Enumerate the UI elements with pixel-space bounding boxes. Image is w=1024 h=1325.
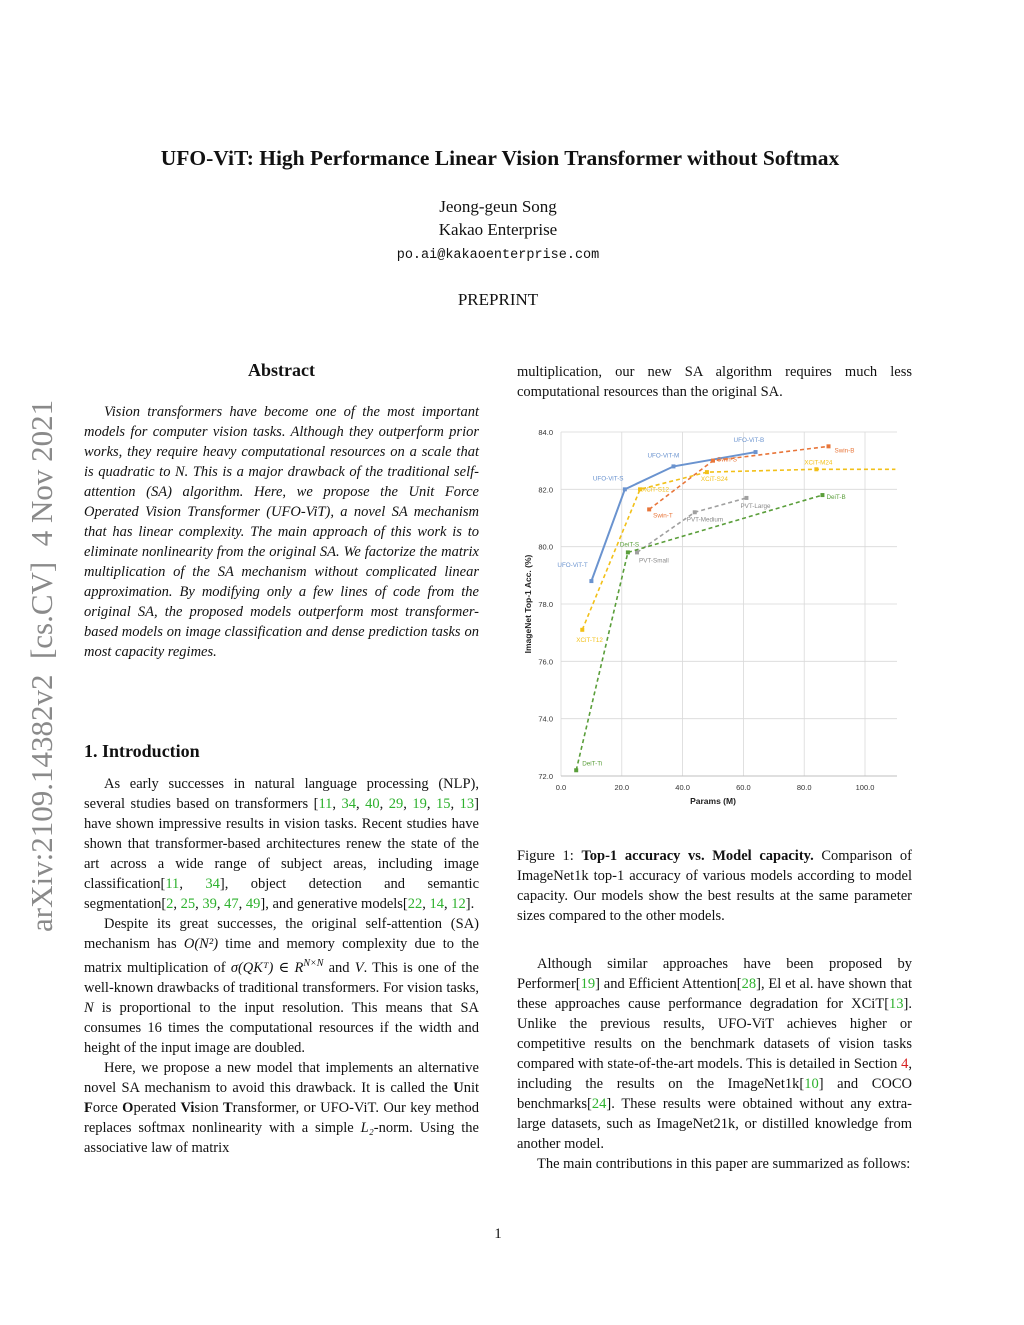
data-point — [647, 507, 651, 511]
x-tick-label: 100.0 — [855, 783, 875, 792]
citation-link[interactable]: 40 — [365, 796, 380, 812]
math-l2: L₂ — [360, 1119, 374, 1136]
right-column-body — [517, 954, 912, 1174]
data-point — [580, 628, 584, 632]
math-attention: σ(QKᵀ) ∈ R — [230, 959, 304, 976]
data-point — [827, 444, 831, 448]
right-paragraph-1: Although similar approaches have been proposed by Performer[19] and Efficient Attention[28], El et al. have shown that these approaches cause performance degradation for XCiT[13]. Unlike the previous results, UFO-ViT achieves higher or competitive results on the benchmark datasets of vision tasks compared with state-of-the-art models. This is detailed in Section 4, including the results on the ImageNet1k[10] and COCO benchmarks[24]. These results were obtained without any extra-large datasets, such as ImageNet21k, or distilled knowledge from another model. — [517, 956, 913, 1152]
citation-link[interactable]: 24 — [591, 1096, 607, 1112]
paper-title: UFO-ViT: High Performance Linear Vision Transformer without Softmax — [160, 146, 840, 170]
citation-link[interactable]: 29 — [388, 796, 404, 812]
intro-paragraph-3: Here, we propose a new model that implements an alternative novel SA mechanism to avoid this drawback. It is called the Unit Force Operated Vision Transformer, or UFO-ViT. Our key method replaces softmax nonlinearity with a simple L₂-norm. Using the associative law of matrix — [84, 1059, 480, 1156]
y-tick-label: 78.0 — [538, 600, 553, 609]
citation-link[interactable]: 14 — [429, 896, 445, 912]
data-label: DeiT-S — [619, 541, 640, 549]
series-line-deit — [576, 495, 822, 770]
preprint-label: PREPRINT — [457, 290, 539, 309]
figure-1-caption: Figure 1: Top-1 accuracy vs. Model capacity. Comparison of ImageNet1k top-1 accuracy of various models according to model capacity. Our models show the best results at the same parameter sizes compared to the other models. — [517, 848, 912, 924]
citation-link[interactable]: 13 — [889, 996, 904, 1012]
data-point — [754, 450, 758, 454]
page-number: 1 — [494, 1226, 502, 1242]
citation-link[interactable]: 11 — [318, 796, 333, 812]
citation-link[interactable]: 2 — [166, 896, 174, 912]
right-column-top — [517, 362, 912, 402]
data-label: DeiT-B — [826, 494, 846, 502]
author-email: po.ai@kakaoenterprise.com — [396, 248, 600, 263]
data-label: UFO-ViT-S — [592, 475, 624, 483]
x-tick-label: 40.0 — [675, 783, 690, 792]
continuation-text: multiplication, our new SA algorithm requires much less computational resources than the original SA. — [517, 364, 912, 400]
data-point — [711, 459, 715, 463]
data-point — [589, 579, 593, 583]
y-axis-label: ImageNet Top-1 Acc. (%) — [523, 554, 533, 654]
citation-link[interactable]: 25 — [180, 896, 196, 912]
data-label: UFO-ViT-T — [557, 562, 588, 570]
data-label: UFO-ViT-B — [733, 437, 765, 445]
citation-link[interactable]: 22 — [407, 896, 423, 912]
citation-link[interactable]: 49 — [245, 896, 261, 912]
abstract-text: Vision transformers have become one of the most important models for computer vision tasks. Although they outperform prior works, they require heavy computational resources on a scale that is quadratic to N. This is a major drawback of the traditional self- attention (SA) algorithm. Here, we propose the Unit Force Operated Vision Transformer (UFO-ViT), a novel SA mechanism that has linear complexity. The main approach of this work is to eliminate nonlinearity from the original SA. We factorize the matrix multiplication of the SA mechanism without complicated linear approximation. By modifying only a few lines of code from the original SA, the proposed models outperform most transformer-based models on image classification and dense prediction tasks on most capacity regimes. — [84, 404, 479, 660]
citation-link[interactable]: 15 — [436, 796, 451, 812]
citation-link[interactable]: 19 — [580, 976, 596, 992]
y-tick-label: 80.0 — [538, 542, 553, 552]
y-tick-label: 72.0 — [538, 772, 553, 781]
data-label: DeiT-Ti — [582, 760, 603, 768]
citation-link[interactable]: 11 — [165, 876, 180, 892]
data-label: XCiT-M24 — [804, 459, 833, 467]
abstract-body — [84, 402, 479, 662]
figure-1-chart — [517, 418, 917, 818]
intro-paragraph-2: Despite its great successes, the original self-attention (SA) mechanism has O(N²) time and memory complexity due to the matrix multiplication of σ(QKᵀ) ∈ $R^{N\times N}$ and V. This is one of the well-known drawbacks of traditional transformers. For vision tasks, N is proportional to the input resolution. This means that SA consumes 16 times the computational resources if the width and height of the input image are doubled. — [84, 916, 479, 1056]
data-point — [744, 496, 748, 500]
data-point — [623, 487, 627, 491]
citation-link[interactable]: 28 — [741, 976, 757, 992]
x-tick-label: 0.0 — [555, 783, 567, 792]
x-tick-label: 60.0 — [736, 783, 751, 792]
x-tick-label: 80.0 — [796, 783, 812, 792]
citation-link[interactable]: 13 — [459, 796, 475, 812]
series-line-ufo-vit — [591, 452, 755, 581]
right-paragraph-2: The main contributions in this paper are summarized as follows: — [537, 1156, 911, 1172]
author-name: Jeong-geun Song — [439, 197, 557, 216]
data-point — [635, 550, 639, 554]
data-point — [671, 464, 675, 468]
author-affiliation: Kakao Enterprise — [438, 220, 558, 239]
y-tick-label: 74.0 — [538, 714, 553, 724]
citation-link[interactable]: 47 — [224, 896, 239, 912]
data-label: UFO-ViT-M — [647, 452, 680, 460]
data-point — [626, 550, 630, 554]
data-label: Swin-S — [717, 456, 737, 464]
section-link[interactable]: 4 — [901, 1056, 909, 1072]
data-point — [820, 493, 824, 497]
section-heading-introduction: 1. Introduction — [84, 741, 200, 761]
citation-link[interactable]: 39 — [202, 896, 217, 912]
data-point — [814, 467, 818, 471]
data-label: XCiT-T12 — [576, 636, 603, 644]
data-label: XCiT-S12 — [642, 486, 669, 494]
y-tick-label: 84.0 — [538, 428, 553, 437]
intro-paragraph-1: As early successes in natural language processing (NLP), several studies based on transformers [11, 34, 40, 29, 19, 15, 13] have shown impressive results in vision tasks. Recent studies have shown that transformer-based architectures renew the state of the art across a wide range of subject areas, including image classification[11, 34], object detection and semantic segmentation[2, 25, 39, 47, 49], and generative models[22, 14, 12]. — [84, 776, 480, 912]
math-complexity: O(N²) — [183, 936, 219, 952]
abstract-heading: Abstract — [248, 360, 315, 380]
data-label: PVT-Medium — [686, 516, 724, 524]
arxiv-sidebar — [22, 352, 72, 932]
citation-link[interactable]: 10 — [804, 1076, 819, 1092]
citation-link[interactable]: 12 — [451, 896, 466, 912]
intro-body — [84, 774, 479, 1158]
data-point — [705, 470, 709, 474]
y-tick-label: 82.0 — [538, 485, 553, 495]
series-line-pvt — [637, 498, 746, 552]
citation-link[interactable]: 34 — [341, 796, 357, 812]
data-label: Swin-T — [653, 512, 673, 520]
series-line-xcit — [582, 469, 895, 630]
arxiv-id: arXiv:2109.14382v2 [cs.CV] 4 Nov 2021 — [24, 399, 59, 932]
x-axis-label: Params (M) — [690, 796, 736, 806]
data-point — [574, 768, 578, 772]
citation-link[interactable]: 19 — [412, 796, 427, 812]
data-label: XCiT-S24 — [700, 476, 728, 484]
x-tick-label: 20.0 — [614, 783, 630, 792]
data-label: PVT-Small — [639, 557, 669, 565]
data-point — [693, 510, 697, 514]
data-label: PVT-Large — [740, 502, 771, 510]
citation-link[interactable]: 34 — [205, 876, 220, 892]
y-tick-label: 76.0 — [538, 657, 553, 667]
data-label: Swin-B — [834, 447, 855, 455]
